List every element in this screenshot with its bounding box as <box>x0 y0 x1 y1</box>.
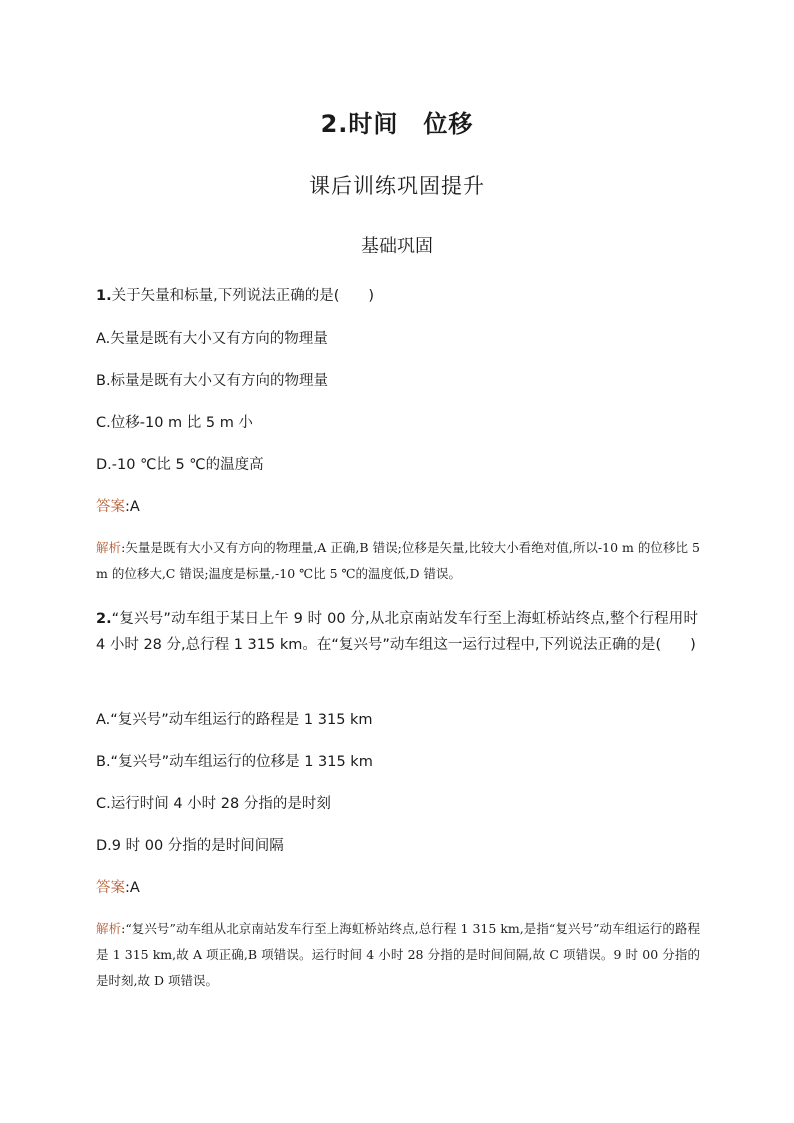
answer-label: 答案 <box>96 880 125 896</box>
question-2-option-c: C.运行时间 4 小时 28 分指的是时刻 <box>96 796 331 812</box>
answer-label: 答案 <box>96 499 125 515</box>
question-1-number: 1. <box>96 288 112 304</box>
explanation-text: :“复兴号”动车组从北京南站发车行至上海虹桥站终点,总行程 1 315 km,是指“复兴号”动车组运行的路程是 1 315 km,故 A 项正确,B 项错误。运行时间 4 小时 28 分指的是时间间隔,故 C 项错误。9 时 00 分指的是时刻,故 D 项错误。 <box>96 921 700 988</box>
question-2-option-b: B.“复兴号”动车组运行的位移是 1 315 km <box>96 754 373 770</box>
question-2-explanation <box>96 916 700 994</box>
answer-value: :A <box>125 499 140 515</box>
page-title: 2.时间 位移 <box>320 110 474 138</box>
question-1-text: 关于矢量和标量,下列说法正确的是( ) <box>111 288 375 304</box>
question-2-option-a: A.“复兴号”动车组运行的路程是 1 315 km <box>96 712 373 728</box>
question-2-number: 2. <box>96 611 112 627</box>
answer-value: :A <box>125 880 140 896</box>
page-subtitle: 课后训练巩固提升 <box>309 174 485 198</box>
question-1-option-a: A.矢量是既有大小又有方向的物理量 <box>96 331 328 347</box>
question-1-option-c: C.位移-10 m 比 5 m 小 <box>96 415 253 431</box>
question-1-answer <box>96 495 140 516</box>
question-2-text: “复兴号”动车组于某日上午 9 时 00 分,从北京南站发车行至上海虹桥站终点,整个行程用时 4 小时 28 分,总行程 1 315 km。在“复兴号”动车组这一运行过程中,下列说法正确的是( ) <box>96 611 698 653</box>
section-heading: 基础巩固 <box>361 236 433 257</box>
question-1-explanation <box>96 535 700 587</box>
explanation-label: 解析 <box>96 540 122 555</box>
explanation-label: 解析 <box>96 921 122 936</box>
question-2-stem <box>96 606 698 658</box>
question-2-answer <box>96 876 140 897</box>
question-1-option-b: B.标量是既有大小又有方向的物理量 <box>96 373 329 389</box>
question-1-option-d: D.-10 ℃比 5 ℃的温度高 <box>96 457 264 473</box>
question-1-stem <box>96 283 698 309</box>
question-2-option-d: D.9 时 00 分指的是时间间隔 <box>96 838 284 854</box>
explanation-text: :矢量是既有大小又有方向的物理量,A 正确,B 错误;位移是矢量,比较大小看绝对值,所以-10 m 的位移比 5 m 的位移大,C 错误;温度是标量,-10 ℃比 5 ℃的温度低,D 错误。 <box>96 540 700 581</box>
